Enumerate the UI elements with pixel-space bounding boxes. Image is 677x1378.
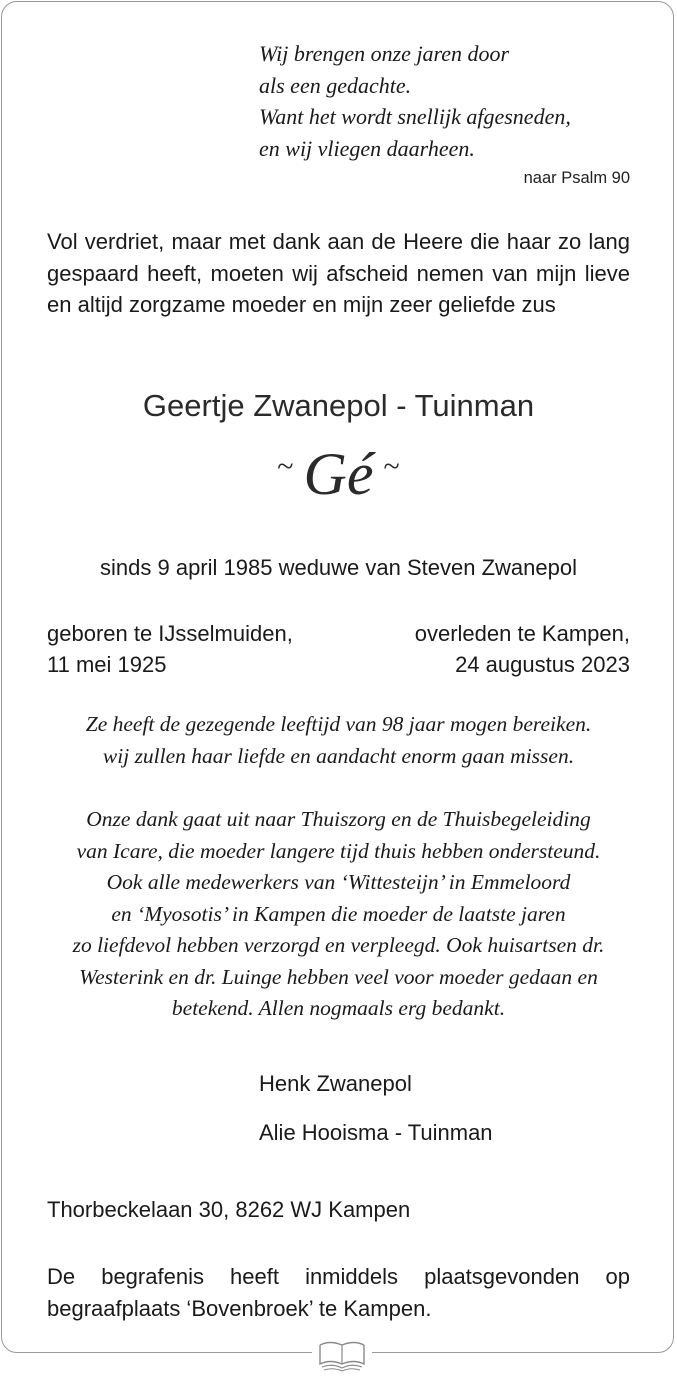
intro-text: Vol verdriet, maar met dank aan de Heere die haar zo lang gespaard heeft, moeten wij afscheid nemen van mijn lieve en altijd zorgzame moeder en mijn zeer geliefde zus [47, 229, 630, 317]
thanks-message [20, 804, 657, 1025]
widow-line: sinds 9 april 1985 weduwe van Steven Zwanepol [100, 555, 577, 580]
death-place: overleden te Kampen, [414, 621, 630, 646]
deceased-name: Geertje Zwanepol - Tuinman [142, 388, 535, 423]
message-line: Westerink en dr. Luinge hebben veel voor moeder gedaan en [79, 964, 598, 989]
psalm-line: als een gedachte. [259, 72, 412, 98]
message-line: Ze heeft de gezegende leeftijd van 98 jaar mogen bereiken. [85, 712, 592, 736]
age-message [20, 709, 657, 772]
message-line: Onze dank gaat uit naar Thuiszorg en de Thuisbegeleiding [86, 807, 591, 831]
message-line: zo liefdevol hebben verzorgd en verpleegd. Ook huisartsen dr. [72, 933, 605, 957]
birth-date: 11 mei 1925 [47, 652, 167, 677]
correspondence-address: Thorbeckelaan 30, 8262 WJ Kampen [47, 1197, 411, 1222]
signatory-name: Henk Zwanepol [259, 1071, 412, 1096]
birth-place: geboren te IJsselmuiden, [47, 621, 293, 646]
birth-info [47, 618, 293, 680]
message-line: Ook alle medewerkers van ‘Wittesteijn’ in Emmeloord [106, 870, 571, 894]
signatory-name: Alie Hooisma - Tuinman [259, 1120, 493, 1145]
message-line: betekend. Allen nogmaals erg bedankt. [171, 996, 506, 1020]
bible-book-icon [316, 1337, 368, 1375]
death-date: 24 augustus 2023 [455, 652, 630, 677]
psalm-source: naar Psalm 90 [523, 169, 630, 187]
tilde-ornament: ~ [383, 450, 400, 483]
deceased-nickname [0, 440, 677, 509]
psalm-line: en wij vliegen daarheen. [259, 135, 475, 161]
death-info [415, 618, 630, 680]
message-line: en ‘Myosotis’ in Kampen die moeder de laatste jaren [111, 901, 566, 926]
message-line: wij zullen haar liefde en aandacht enorm gaan missen. [102, 743, 575, 768]
nickname-text: Gé [303, 441, 374, 507]
funeral-notice: De begrafenis heeft inmiddels plaatsgevonden op begraafplaats ‘Bovenbroek’ te Kampen. [47, 1264, 630, 1321]
tilde-ornament: ~ [277, 450, 294, 483]
message-line: van Icare, die moeder langere tijd thuis hebben ondersteund. [76, 838, 601, 863]
psalm-line: Want het wordt snellijk afgesneden, [259, 104, 571, 129]
psalm-line: Wij brengen onze jaren door [259, 41, 510, 66]
psalm-quote [259, 38, 639, 164]
